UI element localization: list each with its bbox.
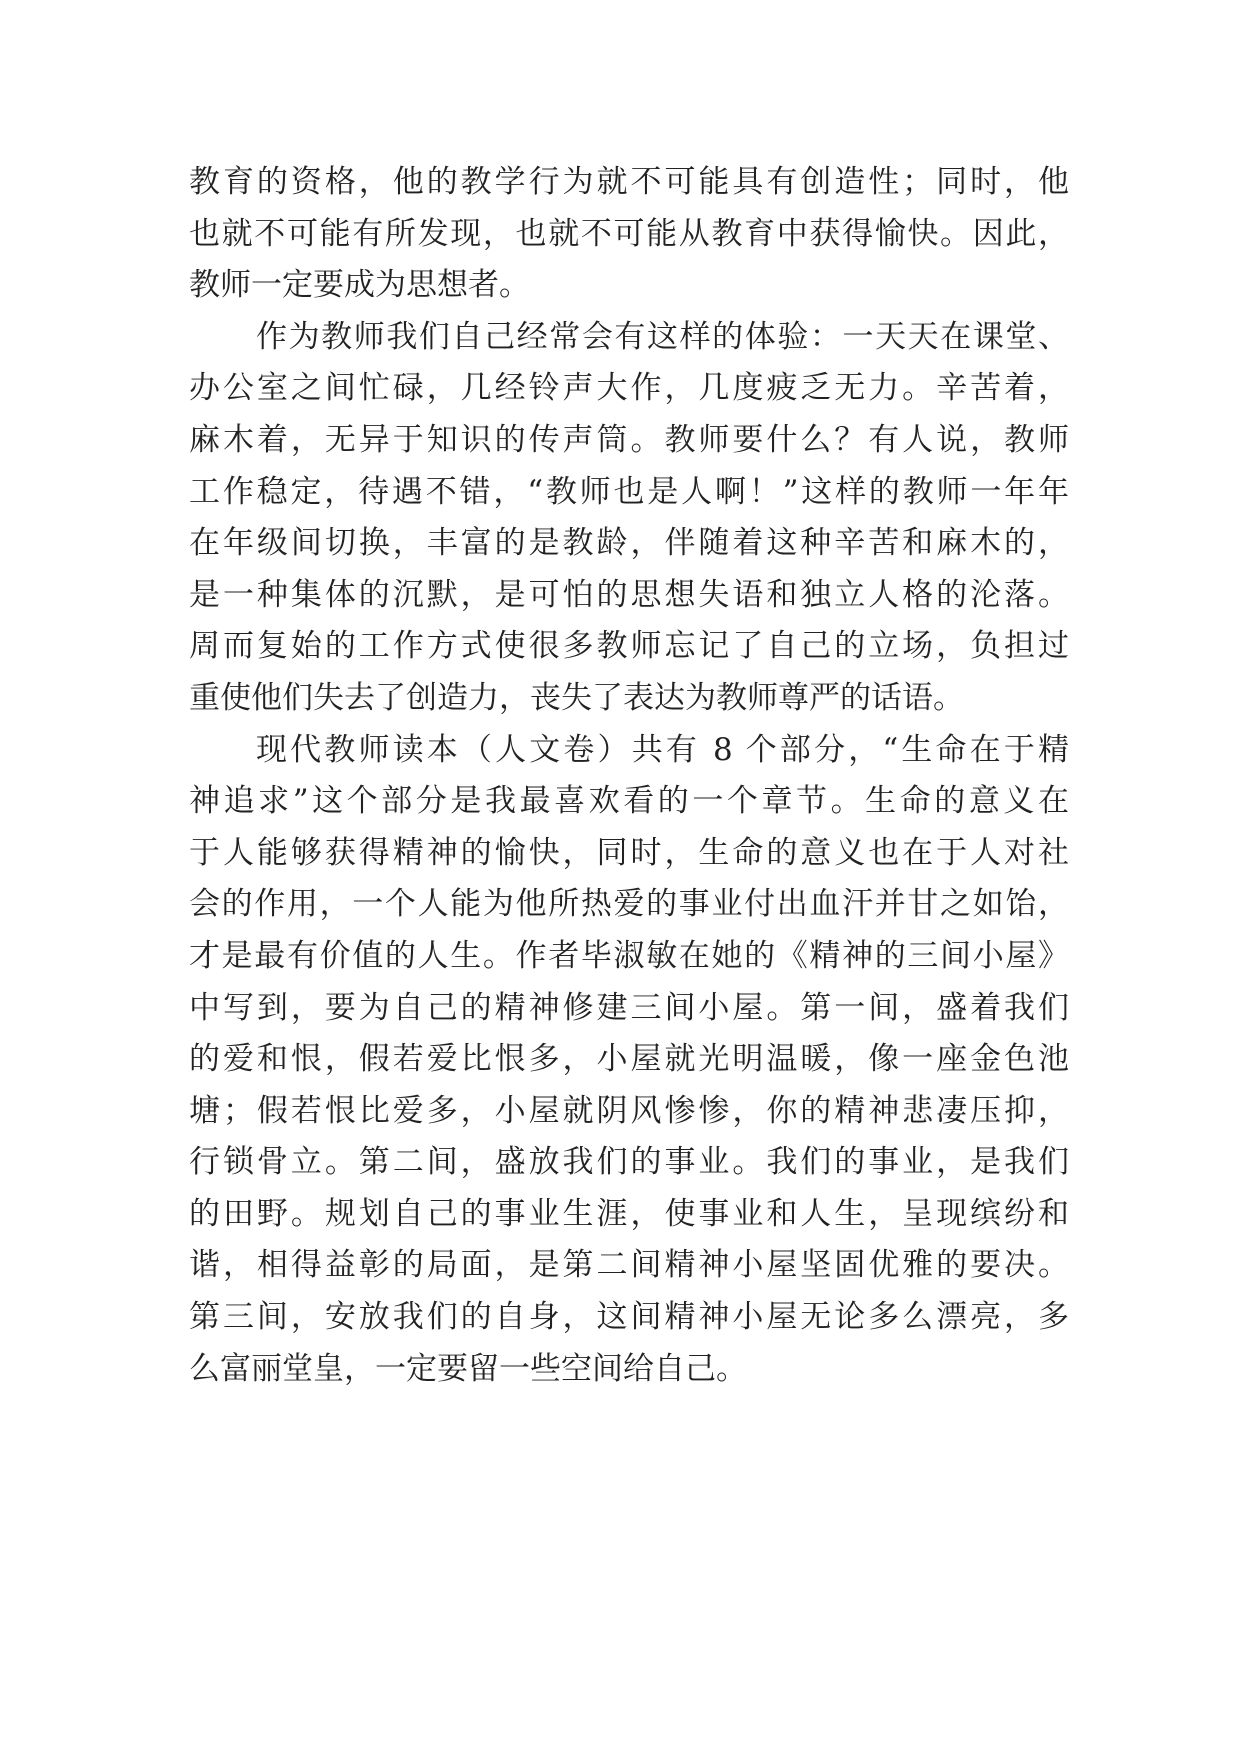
text-line: 第三间，安放我们的自身，这间精神小屋无论多么漂亮，多 [189,1299,1069,1336]
text-line: 于人能够获得精神的愉快，同时，生命的意义也在于人对社 [189,834,1069,871]
text-line: 的田野。规划自己的事业生涯，使事业和人生，呈现缤纷和 [189,1195,1069,1232]
text-line: 在年级间切换，丰富的是教龄，伴随着这种辛苦和麻木的， [189,525,1069,562]
text-line: 行锁骨立。第二间，盛放我们的事业。我们的事业，是我们 [189,1144,1069,1181]
text-line: 么富丽堂皇，一定要留一些空间给自己。 [189,1350,747,1387]
text-line: 现代教师读本（人文卷）共有 8 个部分，“生命在于精 [256,731,1069,768]
text-line: 教师一定要成为思想者。 [189,267,530,304]
text-line: 才是最有价值的人生。作者毕淑敏在她的《精神的三间小屋》 [189,937,1069,974]
document-body [189,157,1069,1395]
text-line: 工作稳定，待遇不错，“教师也是人啊！”这样的教师一年年 [189,473,1069,510]
paragraph-1 [189,157,1069,312]
text-line: 也就不可能有所发现，也就不可能从教育中获得愉快。因此， [189,215,1069,252]
text-line: 麻木着，无异于知识的传声筒。教师要什么？有人说，教师 [189,421,1069,458]
text-line: 教育的资格，他的教学行为就不可能具有创造性；同时，他 [189,164,1069,200]
text-line: 神追求”这个部分是我最喜欢看的一个章节。生命的意义在 [189,783,1069,820]
text-line: 作为教师我们自己经常会有这样的体验：一天天在课堂、 [256,318,1069,355]
text-line: 会的作用，一个人能为他所热爱的事业付出血汗并甘之如饴， [189,886,1069,923]
text-line: 是一种集体的沉默，是可怕的思想失语和独立人格的沦落。 [189,576,1069,613]
text-line: 重使他们失去了创造力，丧失了表达为教师尊严的话语。 [189,679,964,716]
text-line: 谐，相得益彰的局面，是第二间精神小屋坚固优雅的要决。 [189,1247,1069,1284]
text-line: 办公室之间忙碌，几经铃声大作，几度疲乏无力。辛苦着， [189,370,1069,407]
text-line: 的爱和恨，假若爱比恨多，小屋就光明温暖，像一座金色池 [189,1041,1069,1078]
paragraph-3 [189,725,1069,1396]
paragraph-2 [189,312,1069,725]
text-line: 塘；假若恨比爱多，小屋就阴风惨惨，你的精神悲凄压抑， [189,1092,1069,1129]
text-line: 中写到，要为自己的精神修建三间小屋。第一间，盛着我们 [189,989,1069,1026]
text-line: 周而复始的工作方式使很多教师忘记了自己的立场，负担过 [189,628,1069,665]
